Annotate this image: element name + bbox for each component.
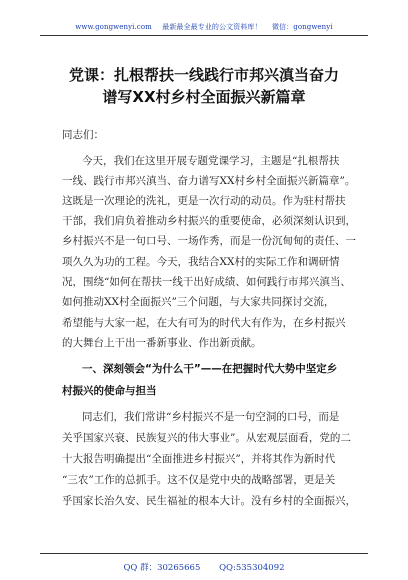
footer-qq: QQ:535304092 (219, 563, 285, 573)
body-line: 乎国家长治久安、民生福祉的根本大计。没有乡村的全面振兴， (62, 495, 356, 507)
body-line: “三农”工作的总抓手。这不仅是党中央的战略部署，更是关 (62, 474, 336, 486)
document-title-line-2: 谱写XX村乡村全面振兴新篇章 (102, 88, 306, 106)
page-footer (0, 561, 408, 573)
body-line: 的大舞台上干出一番新事业、作出新贡献。 (62, 337, 262, 349)
section-heading: 村振兴的使命与担当 (62, 385, 157, 397)
document-title-line-1: 党课：扎根帮扶一线践行市邦兴滇当奋力 (68, 66, 339, 84)
header-divider (40, 35, 368, 36)
body-line: 这既是一次理论的洗礼，更是一次行动的动员。作为驻村帮扶 (62, 195, 346, 207)
header-site[interactable]: www.gongwenyi.com (75, 23, 152, 31)
body-line: 如何推动XX村全面振兴”三个问题，与大家共同探讨交流， (62, 296, 335, 308)
body-line: 希望能与大家一起，在大有可为的时代大有作为，在乡村振兴 (62, 317, 346, 329)
body-line: 乡村振兴不是一句口号、一场作秀，而是一份沉甸甸的责任、一 (62, 235, 356, 247)
header-slogan: 最新最全最专业的公文资料库！ (162, 23, 262, 31)
body-line: 十大报告明确提出“全面推进乡村振兴”，并将其作为新时代 (62, 453, 336, 465)
body-line: 关乎国家兴衰、民族复兴的伟大事业”。从宏观层面看，党的二 (62, 432, 351, 444)
footer-divider (40, 553, 368, 554)
header-wechat: 微信：gongwenyi (271, 23, 333, 31)
body-line: 况，围绕“如何在帮扶一线干出好成绩、如何践行市邦兴滇当、 (62, 276, 351, 288)
body-line: 项久久为功的工程。今天，我结合XX村的实际工作和调研情 (62, 256, 340, 268)
footer-qq-group: QQ 群：30265665 (123, 563, 201, 573)
body-line: 一线、践行市邦兴滇当、奋力谱写XX村乡村全面振兴新篇章”。 (62, 175, 356, 187)
section-heading: 一、深刻领会“为什么干”——在把握时代大势中坚定乡 (82, 363, 338, 375)
body-line: 干部，我们肩负着推动乡村振兴的重要使命，必须深刻认识到， (62, 215, 356, 227)
body-line: 同志们，我们常讲“乡村振兴不是一句空洞的口号，而是 (82, 411, 340, 423)
body-line: 今天，我们在这里开展专题党课学习，主题是“扎根帮扶 (82, 155, 340, 167)
salutation: 同志们： (62, 129, 104, 141)
page-header (0, 22, 408, 32)
